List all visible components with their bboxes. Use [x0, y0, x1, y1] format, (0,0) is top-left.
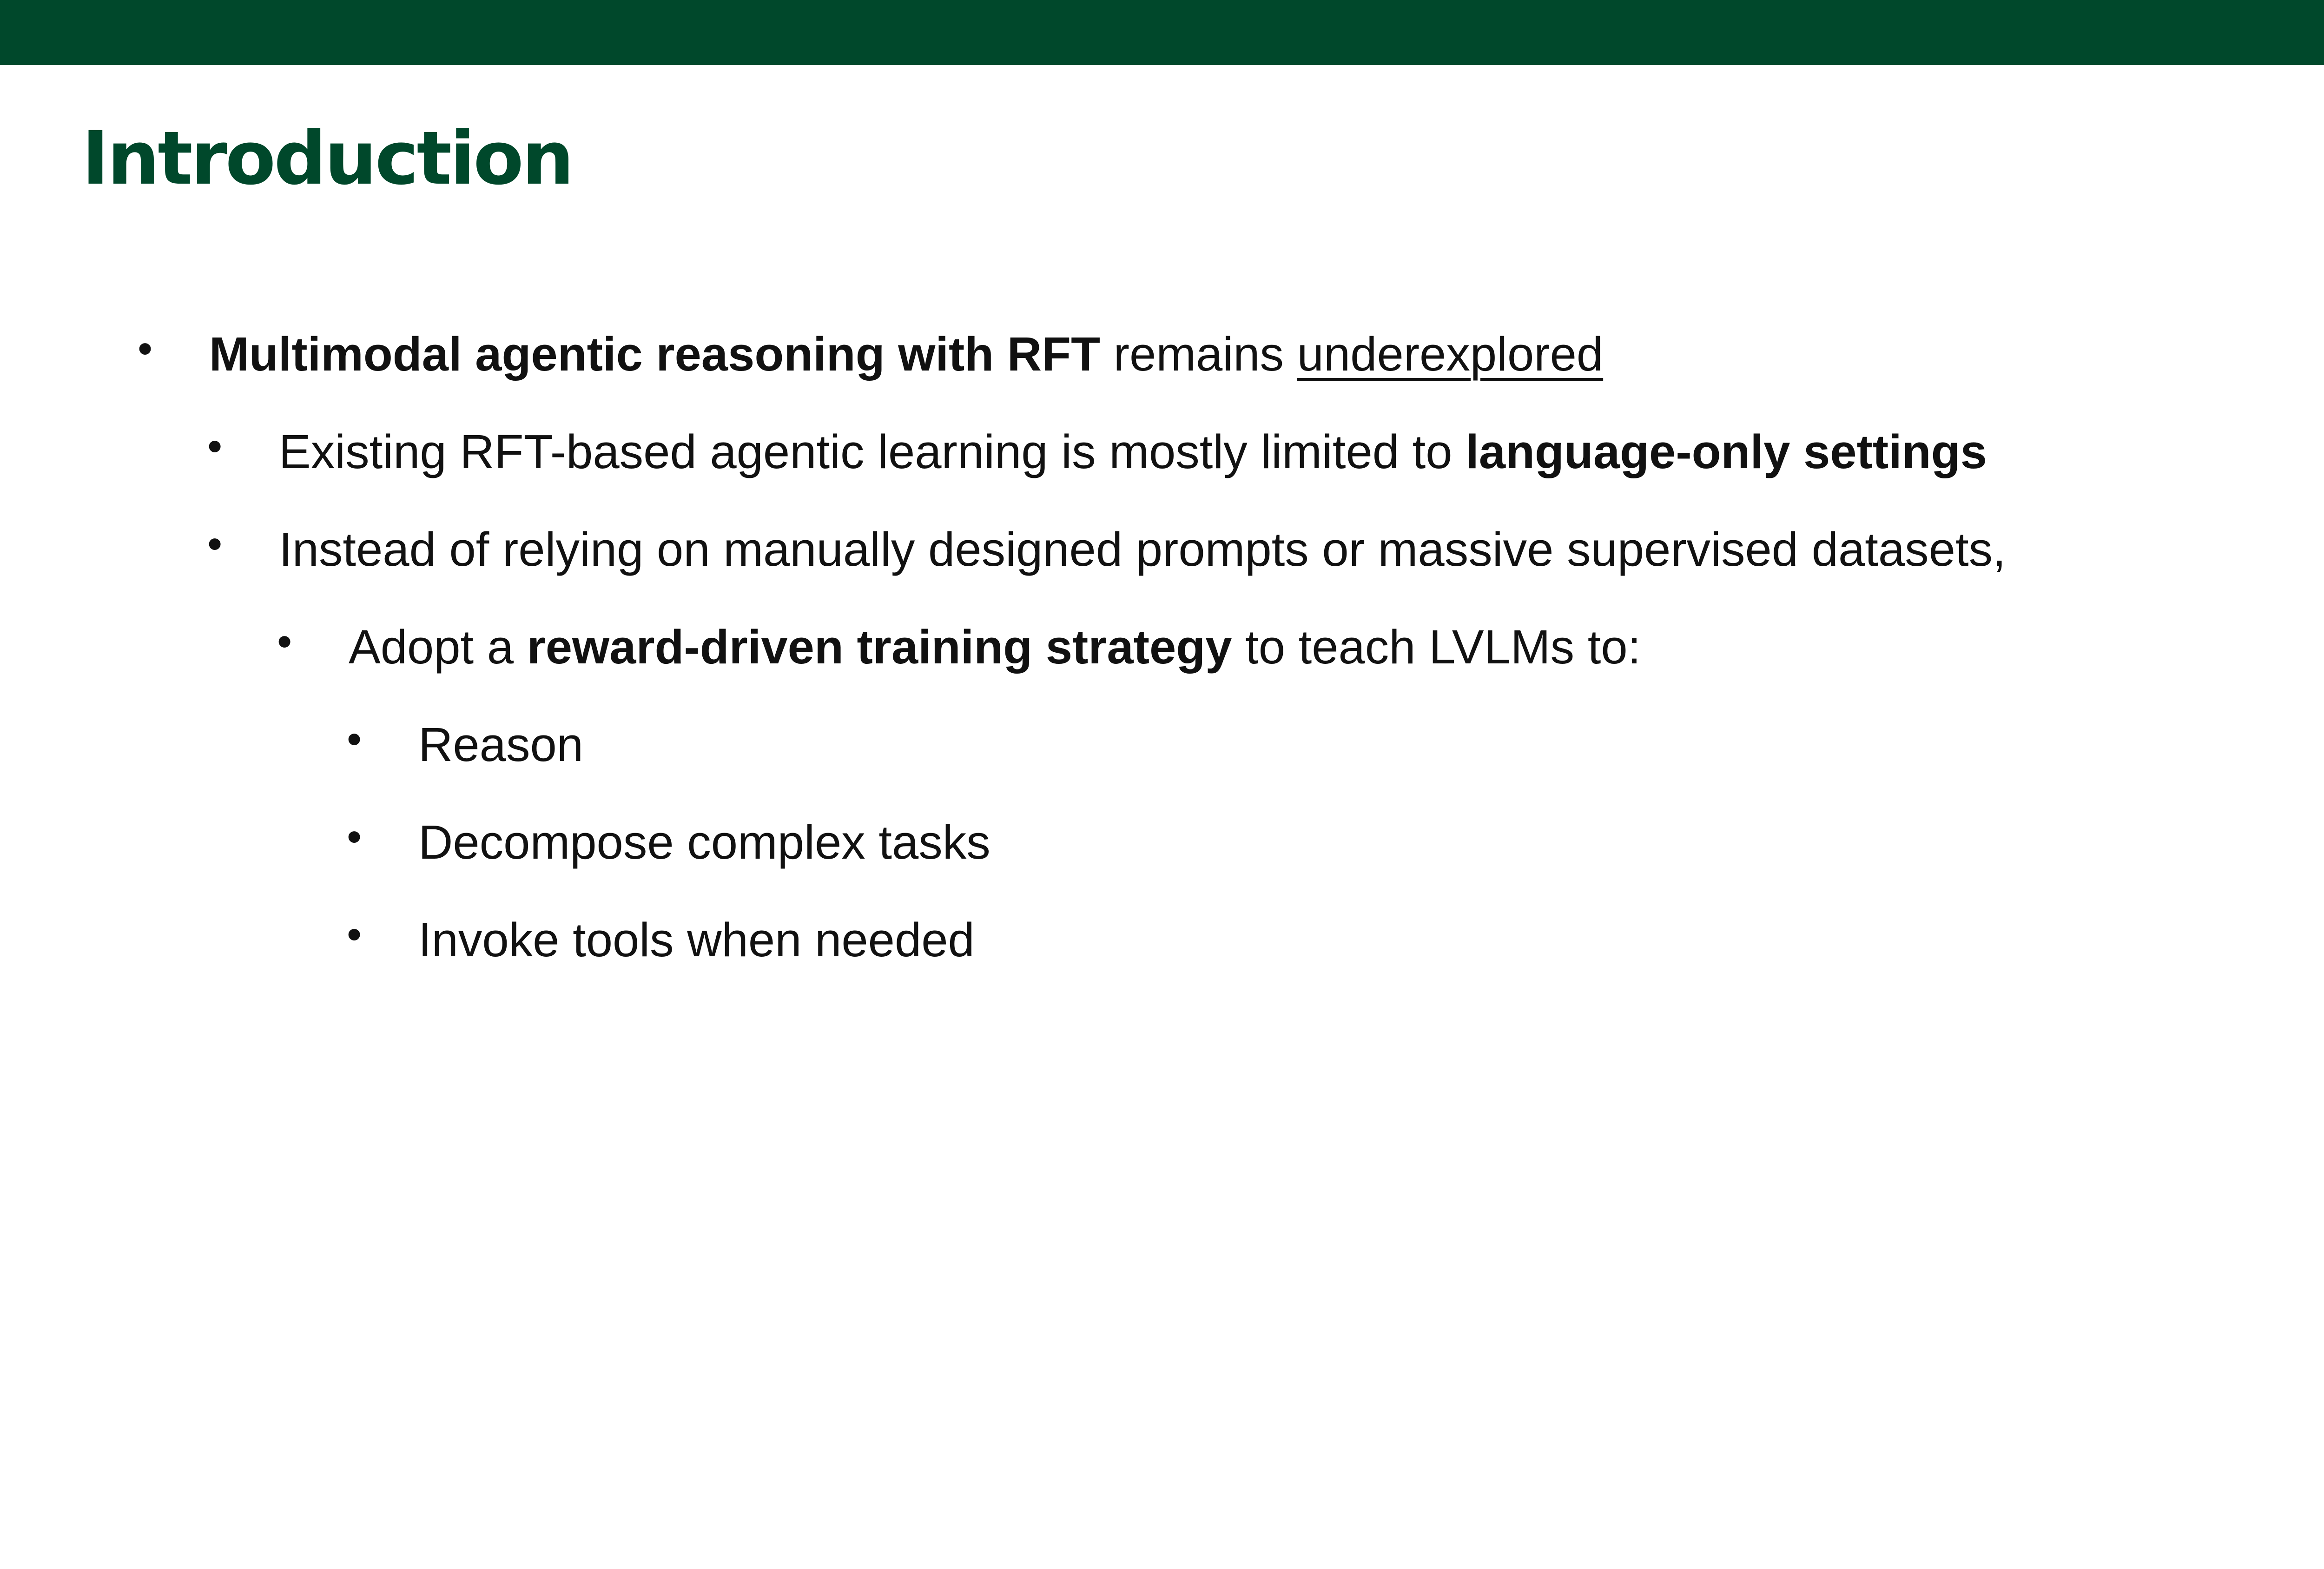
bullet-icon: • [207, 423, 223, 470]
text-run: to teach LVLMs to: [1232, 620, 1641, 674]
bullet-icon: • [347, 911, 362, 958]
text-run: Adopt a [349, 620, 527, 674]
bullet-text [279, 523, 2006, 576]
bullet-icon: • [347, 813, 362, 861]
bullet-icon: • [277, 618, 292, 665]
bold-phrase: language-only settings [1466, 425, 1987, 478]
text-run: Invoke tools when needed [418, 913, 975, 967]
bold-phrase: Multimodal agentic reasoning with RFT [209, 327, 1101, 381]
bullet-text [209, 327, 1604, 381]
bullet-text [418, 913, 975, 967]
text-run: Decompose complex tasks [418, 815, 990, 869]
bullet-text [418, 815, 990, 869]
text-run: Reason [418, 718, 584, 771]
bold-phrase: reward-driven training strategy [527, 620, 1232, 674]
text-run: Instead of relying on manually designed prompts or massive supervised datasets, [279, 523, 2006, 576]
text-run: remains [1100, 327, 1297, 381]
bullet-text [279, 425, 1987, 478]
bullet-icon: • [138, 325, 153, 372]
underlined-phrase: underexplored [1297, 327, 1604, 381]
bullet-icon: • [207, 520, 223, 568]
slide-title: Introduction [82, 116, 573, 201]
text-run: Existing RFT-based agentic learning is mostly limited to [279, 425, 1466, 478]
bullet-text [349, 620, 1641, 674]
bullet-text [418, 718, 584, 771]
bullet-icon: • [347, 715, 362, 763]
header-bar [0, 0, 2324, 65]
